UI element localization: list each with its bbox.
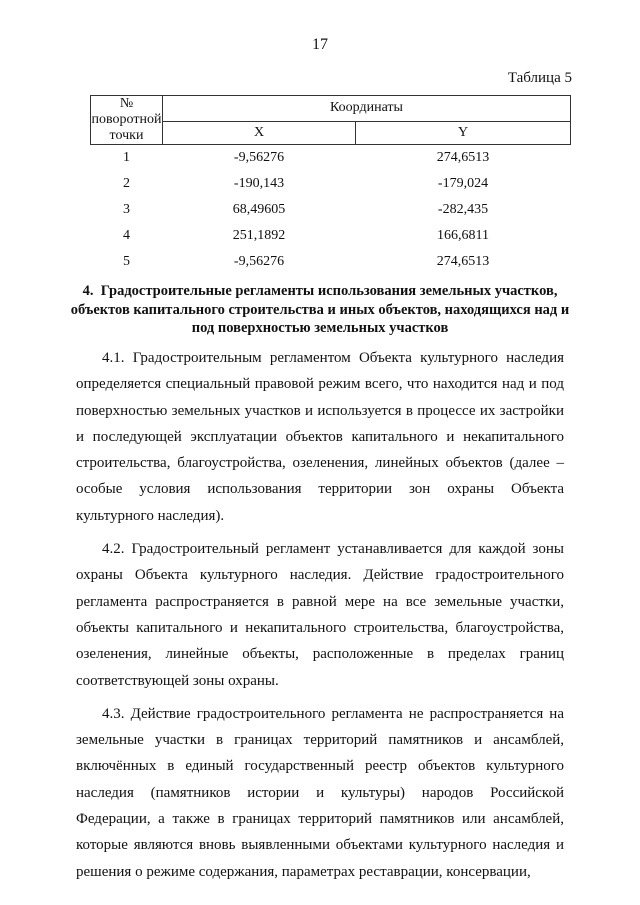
point-number: 5: [123, 254, 130, 269]
table-row: [91, 249, 571, 275]
header-y: Y: [356, 121, 571, 144]
y-value: 274,6513: [436, 254, 490, 269]
x-value: 68,49605: [232, 202, 286, 217]
section-heading: 4. Градостроительные регламенты использования земельных участков, объектов капитального строительства и иных объектов, находящихся над и под поверхностью земельных участков: [70, 283, 570, 336]
y-value: -282,435: [437, 202, 489, 217]
y-value: 166,6811: [437, 228, 489, 243]
table-row: [91, 145, 571, 172]
point-number: 4: [123, 228, 130, 243]
y-value: -179,024: [437, 176, 489, 191]
table-caption: Таблица 5: [507, 70, 572, 86]
page-number: 17: [312, 36, 328, 53]
point-number: 2: [123, 176, 130, 191]
paragraph-4-2: 4.2. Градостроительный регламент устанавливается для каждой зоны охраны Объекта культурного наследия. Действие градостроительного регламента распространяется в равной мере на все земельные участки, объекты капитального и некапитального строительства, благоустройства, озеленения, линейные объекты, расположенные в пределах границ соответствующей зоны охраны.: [76, 541, 564, 689]
table-row: [91, 223, 571, 249]
body-text: [76, 345, 564, 892]
paragraph-4-3: 4.3. Действие градостроительного регламента не распространяется на земельные участки в границах территорий памятников и ансамблей, включённых в единый государственный реестр объектов культурного наследия (памятников истории и культуры) народов Российской Федерации, а также в границах территорий памятников или ансамблей, которые являются вновь выявленными объектами культурного наследия и решения о режиме содержания, параметрах реставрации, консервации,: [76, 705, 564, 880]
point-number: 1: [123, 150, 130, 165]
paragraph-4-1: 4.1. Градостроительным регламентом Объекта культурного наследия определяется специальный правовой режим всего, что находится над и под поверхностью земельных участков и используется в процессе их застройки и последующей эксплуатации объектов капитального и некапитального строительства, благоустройства, озеленения, линейных объектов (далее – особые условия использования территории зон охраны Объекта культурного наследия).: [76, 350, 564, 524]
x-value: -190,143: [233, 176, 285, 191]
header-x: X: [163, 121, 356, 144]
header-coordinates: Координаты: [163, 96, 571, 122]
x-value: 251,1892: [232, 228, 286, 243]
x-value: -9,56276: [233, 254, 285, 269]
x-value: -9,56276: [233, 150, 285, 165]
header-point-number: № поворотной точки: [91, 96, 162, 143]
y-value: 274,6513: [436, 150, 490, 165]
table-row: [91, 197, 571, 223]
table-row: [91, 171, 571, 197]
coordinates-table: [90, 95, 571, 275]
point-number: 3: [123, 202, 130, 217]
